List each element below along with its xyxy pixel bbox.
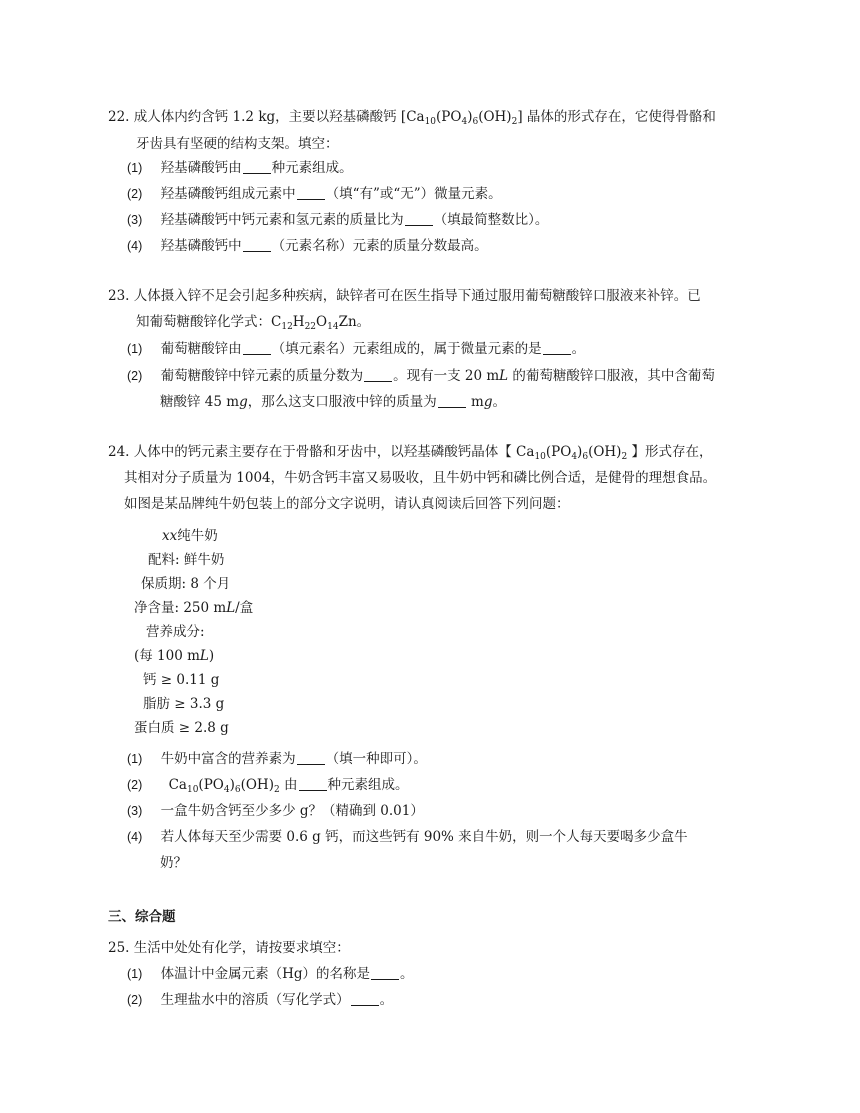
label-shelf-life: 保质期: 8 个月 (141, 576, 231, 592)
q22-part4: (4) 羟基磷酸钙中 （元素名称）元素的质量分数最高。 (127, 238, 488, 254)
q22-part1: (1) 羟基磷酸钙由 种元素组成。 (127, 160, 353, 176)
answer-blank[interactable] (297, 750, 325, 765)
part-number: (1) (127, 161, 143, 175)
q24-part4: (4) 若人体每天至少需要 0.6 g 钙，而这些钙有 90% 来自牛奶，则一个人每天要喝多少盒牛 (127, 829, 688, 845)
part-number: (4) (127, 830, 143, 844)
part-number: (1) (127, 967, 143, 981)
part-number: (2) (127, 778, 143, 792)
answer-blank[interactable] (364, 367, 392, 382)
part-number: (2) (127, 993, 143, 1007)
label-protein: 蛋白质 ≥ 2.8 g (134, 720, 229, 736)
q23-stem-line1: 23. 人体摄入锌不足会引起多种疾病，缺锌者可在医生指导下通过服用葡萄糖酸锌口服液来补锌。已 (108, 288, 701, 304)
q22-stem-line1: 22. 成人体内约含钙 1.2 kg，主要以羟基磷酸钙 $[Ca_{10}(PO_4)_6(OH)_2]$ 晶体的形式存在，它使得骨骼和 (108, 109, 716, 127)
label-calcium: 钙 ≥ 0.11 g (143, 672, 220, 688)
answer-blank[interactable] (438, 393, 466, 408)
answer-blank[interactable] (243, 159, 271, 174)
q24-part1: (1) 牛奶中富含的营养素为 （填一种即可）。 (127, 751, 427, 767)
label-nutrition-title: 营养成分: (146, 624, 205, 640)
q24-part4-line2: 奶？ (160, 855, 187, 871)
q22-part3: (3) 羟基磷酸钙中钙元素和氢元素的质量比为 （填最简整数比）。 (127, 212, 549, 228)
section-title: 三、综合题 (108, 909, 176, 925)
part-number: (1) (127, 342, 143, 356)
answer-blank[interactable] (351, 991, 379, 1006)
label-fat: 脂肪 ≥ 3.3 g (143, 696, 225, 712)
q25-part1: (1) 体温计中金属元素（Hg）的名称是 。 (127, 966, 414, 982)
part-number: (2) (127, 187, 143, 201)
q24-part2: (2) $Ca_{10}(PO_4)_6(OH)_2$ 由 种元素组成。 (127, 777, 409, 795)
q23-part2: (2) 葡萄糖酸锌中锌元素的质量分数为 。现有一支 20 mL 的葡萄糖酸锌口服液，其中含葡萄 (127, 368, 715, 384)
part-number: (4) (127, 239, 143, 253)
q25-part2: (2) 生理盐水中的溶质（写化学式） 。 (127, 992, 394, 1008)
q24-stem-line3: 如图是某品牌纯牛奶包装上的部分文字说明，请认真阅读后回答下列问题： (124, 496, 570, 512)
q25-stem: 25. 生活中处处有化学，请按要求填空： (108, 940, 350, 956)
q22-part2: (2) 羟基磷酸钙组成元素中 （填“有”或“无”）微量元素。 (127, 186, 502, 202)
q24-stem-line2: 其相对分子质量为 1004，牛奶含钙丰富又易吸收，且牛奶中钙和磷比例合适，是健骨的理想食品。 (124, 470, 717, 486)
answer-blank[interactable] (405, 211, 433, 226)
answer-blank[interactable] (543, 340, 571, 355)
answer-blank[interactable] (299, 776, 327, 791)
q24-part3: (3) 一盒牛奶含钙至少多少 g？（精确到 0.01） (127, 803, 424, 819)
part-number: (1) (127, 752, 143, 766)
label-per-serving: (每 100 mL) (134, 648, 215, 664)
q23-part2-line2: 糖酸锌 45 mg，那么这支口服液中锌的质量为 mg。 (160, 394, 506, 410)
answer-blank[interactable] (297, 185, 325, 200)
q23-part1: (1) 葡萄糖酸锌由 （填元素名）元素组成的，属于微量元素的是 。 (127, 341, 586, 357)
label-ingredients: 配料: 鲜牛奶 (148, 552, 225, 568)
label-net-content: 净含量: 250 mL/盒 (134, 600, 254, 616)
label-product-name: xx纯牛奶 (162, 528, 218, 544)
part-number: (2) (127, 369, 143, 383)
q24-stem-line1: 24. 人体中的钙元素主要存在于骨骼和牙齿中，以羟基磷酸钙晶体【 $Ca_{10}(PO_4)_6(OH)_2$ 】形式存在， (108, 444, 713, 462)
answer-blank[interactable] (371, 965, 399, 980)
part-number: (3) (127, 213, 143, 227)
answer-blank[interactable] (243, 340, 271, 355)
q23-stem-line2: 知葡萄糖酸锌化学式：$C_{12}H_{22}O_{14}Zn$。 (136, 314, 371, 332)
part-number: (3) (127, 804, 143, 818)
q22-stem-line2: 牙齿具有坚硬的结构支架。填空： (136, 136, 339, 152)
answer-blank[interactable] (243, 237, 271, 252)
